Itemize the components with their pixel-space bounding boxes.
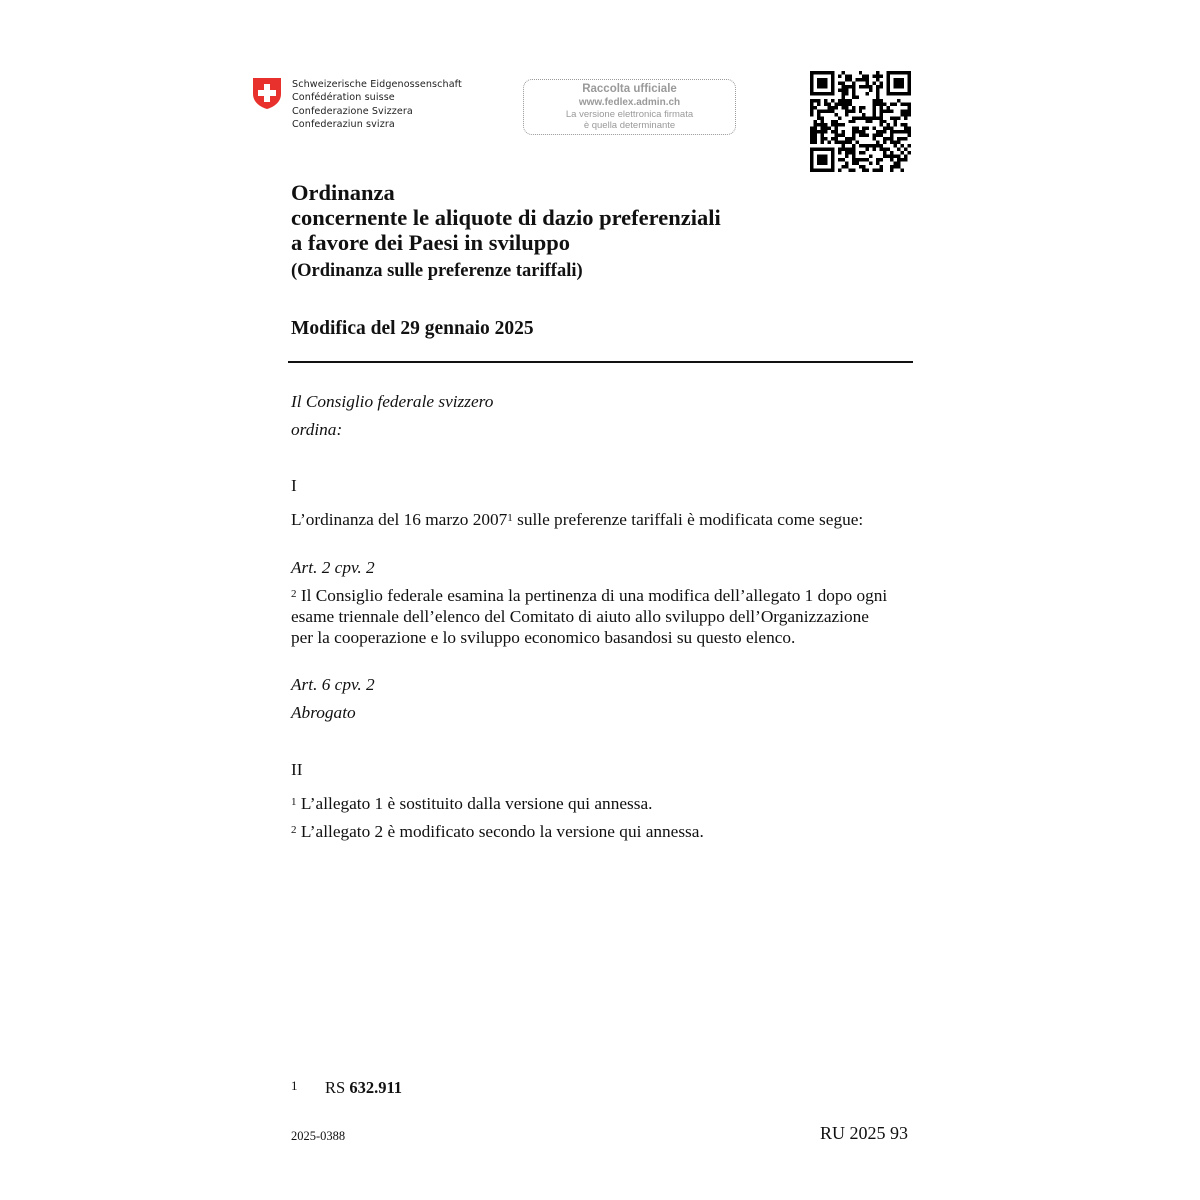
footnote-reference: 1 xyxy=(507,512,513,524)
title-line-3: a favore dei Paesi in sviluppo xyxy=(291,230,570,255)
official-collection-stamp xyxy=(523,79,736,135)
stamp-site: www.fedlex.admin.ch xyxy=(578,97,681,108)
confederation-line-it: Confederazione Svizzera xyxy=(292,105,413,117)
footnote-number: 1 xyxy=(291,1078,298,1093)
confederation-line-rm: Confederaziun svizra xyxy=(292,119,395,131)
footnote-sr-number: 632.911 xyxy=(349,1078,403,1097)
title-line-1: Ordinanza xyxy=(291,180,395,205)
preamble-orders: ordina: xyxy=(291,420,343,439)
swiss-coat-of-arms-icon xyxy=(252,77,282,110)
confederation-names xyxy=(292,78,462,132)
footnote-text: RS 632.911 xyxy=(325,1078,403,1097)
stamp-title: Raccolta ufficiale xyxy=(582,83,677,95)
stamp-note-line2: è quella determinante xyxy=(583,120,676,131)
section-II-heading: II xyxy=(291,760,303,779)
section-I-heading: I xyxy=(291,476,297,495)
confederation-line-fr: Confédération suisse xyxy=(292,92,395,104)
art2-line-2: esame triennale dell’elenco del Comitato di aiuto allo sviluppo dell’Organizzazione xyxy=(291,607,869,626)
amendment-date: Modifica del 29 gennaio 2025 xyxy=(291,318,534,339)
art2-paragraph xyxy=(291,585,887,648)
intro-text-before: L’ordinanza del 16 marzo 2007 xyxy=(291,510,508,529)
title-divider xyxy=(288,361,913,363)
document-number: 2025-0388 xyxy=(291,1129,346,1143)
art2-line-3: per la cooperazione e lo sviluppo economico basandosi su questo elenco. xyxy=(291,628,796,647)
intro-text-after: sulle preferenze tariffali è modificata come segue: xyxy=(512,510,864,529)
art2-line-1: $^2$ Il Consiglio federale esamina la pertinenza di una modifica dell’allegato 1 dopo ogni xyxy=(291,586,888,605)
title-line-2: concernente le aliquote di dazio preferenziali xyxy=(291,205,721,230)
document-title xyxy=(291,180,721,255)
stamp-note-line1: La versione elettronica firmata xyxy=(565,109,694,120)
intro-paragraph xyxy=(291,509,863,530)
art6-text: Abrogato xyxy=(291,703,356,722)
art2-paragraph-number: 2 xyxy=(291,588,297,600)
official-collection-reference: RU 2025 93 xyxy=(820,1123,909,1143)
section-II-item-2: $^2$ L’allegato 2 è modificato secondo la versione qui annessa. xyxy=(291,822,704,841)
qr-code-icon xyxy=(810,71,911,172)
section-II-item-1: $^1$ L’allegato 1 è sostituito dalla versione qui annessa. xyxy=(291,794,653,813)
art2-heading: Art. 2 cpv. 2 xyxy=(291,558,375,577)
short-title: (Ordinanza sulle preferenze tariffali) xyxy=(291,261,583,281)
confederation-line-de: Schweizerische Eidgenossenschaft xyxy=(292,79,462,90)
preamble-authority: Il Consiglio federale svizzero xyxy=(291,392,494,411)
art6-heading: Art. 6 cpv. 2 xyxy=(291,675,375,694)
